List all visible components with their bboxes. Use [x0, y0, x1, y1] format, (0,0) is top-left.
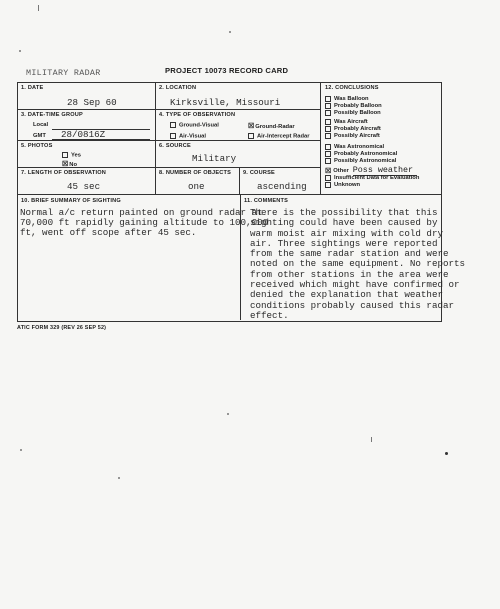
conclusion-was-balloon[interactable]: Was Balloon — [325, 95, 382, 102]
photos-yes[interactable]: Yes — [62, 152, 81, 159]
comments-line: from other stations in the area were — [250, 268, 449, 280]
summary-label: 10. BRIEF SUMMARY OF SIGHTING — [21, 198, 121, 204]
divider — [239, 167, 240, 194]
checkbox[interactable] — [325, 110, 331, 116]
checkbox-ground-visual[interactable] — [170, 122, 176, 128]
source-label: 6. SOURCE — [159, 143, 191, 149]
location-label: 2. LOCATION — [159, 85, 197, 91]
comments-line: from the same radar station and were — [250, 248, 449, 260]
checkbox[interactable] — [325, 103, 331, 109]
comments-line: air. Three sightings were reported — [250, 237, 438, 249]
objects-label: 8. NUMBER OF OBJECTS — [159, 170, 232, 176]
comments-line: sighting could have been caused by — [250, 217, 438, 229]
comments-line: There is the possibility that this — [250, 207, 438, 218]
divider — [320, 82, 321, 194]
conclusions-astro-group — [325, 143, 397, 164]
conclusions-other-group — [325, 167, 419, 188]
conclusion-possibly-balloon[interactable]: Possibly Balloon — [325, 109, 382, 116]
comments-line: noted on the same equipment. No reports — [250, 258, 466, 270]
checked-mark-icon: ☒ — [325, 167, 332, 175]
type-ground-visual[interactable]: Ground-Visual — [170, 122, 219, 129]
form-title: PROJECT 10073 RECORD CARD — [165, 66, 289, 75]
checkbox-air-intercept[interactable] — [248, 133, 254, 139]
checked-mark-icon: ☒ — [62, 161, 69, 168]
comments-text — [250, 208, 465, 321]
form-id: ATIC FORM 329 (REV 26 SEP 52) — [17, 325, 107, 331]
course-value: ascending — [257, 181, 307, 192]
checkbox[interactable] — [325, 158, 331, 164]
scan-speck — [20, 449, 22, 451]
gmt-value: 28/0816Z — [61, 129, 106, 140]
conclusion-was-aircraft[interactable]: Was Aircraft — [325, 118, 381, 125]
gmt-underline — [52, 139, 150, 140]
summary-line: Normal a/c return painted on ground radar at — [20, 207, 263, 218]
conclusions-aircraft-group — [325, 118, 381, 139]
scan-speck — [19, 50, 21, 52]
stamp-text: MILITARY RADAR — [26, 68, 101, 78]
objects-value: one — [188, 181, 205, 192]
comments-line: denied the explanation that weather — [250, 289, 443, 301]
conclusion-possibly-astronomical[interactable]: Possibly Astronomical — [325, 157, 397, 164]
scan-speck — [227, 413, 229, 415]
comments-line: effect. — [250, 309, 289, 321]
comments-label: 11. COMMENTS — [244, 198, 289, 204]
summary-line: ft, went off scope after 45 sec. — [20, 227, 197, 238]
summary-line: 70,000 ft rapidly gaining altitude to 100,000 — [20, 217, 269, 228]
date-label: 1. DATE — [21, 85, 44, 91]
divider — [155, 82, 156, 194]
checkbox[interactable] — [325, 133, 331, 139]
source-value: Military — [192, 153, 237, 164]
type-air-intercept[interactable]: Air-Intercept Radar — [248, 133, 310, 140]
length-label: 7. LENGTH OF OBSERVATION — [21, 170, 106, 176]
conclusion-probably-astronomical[interactable]: Probably Astronomical — [325, 150, 397, 157]
conclusion-unknown[interactable]: Unknown — [325, 181, 419, 188]
checkbox[interactable] — [325, 175, 331, 181]
other-value: Poss weather — [353, 165, 417, 176]
scan-speck — [38, 5, 39, 11]
divider — [17, 109, 320, 110]
comments-line: warm moist air mixing with cold dry — [250, 227, 443, 239]
divider — [17, 140, 320, 141]
scan-speck — [229, 31, 231, 33]
gmt-label: GMT — [33, 133, 46, 139]
checkbox[interactable] — [325, 151, 331, 157]
datetime-label: 3. DATE-TIME GROUP — [21, 112, 83, 118]
course-label: 9. COURSE — [243, 170, 275, 176]
checkbox-photos-yes[interactable] — [62, 152, 68, 158]
scan-speck — [118, 477, 120, 479]
conclusion-other[interactable]: ☒ Other Poss weather — [325, 167, 419, 174]
comments-line: received which might have confirmed or — [250, 279, 460, 291]
scan-speck — [371, 437, 372, 442]
location-value: Kirksville, Missouri — [170, 97, 281, 108]
conclusion-was-astronomical[interactable]: Was Astronomical — [325, 143, 397, 150]
checkbox[interactable] — [325, 96, 331, 102]
comments-line: conditions probably caused this radar — [250, 299, 454, 311]
conclusion-insufficient-data[interactable]: Insufficient Data for Evaluation — [325, 174, 419, 181]
length-value: 45 sec — [67, 181, 101, 192]
type-air-visual[interactable]: Air-Visual — [170, 133, 206, 140]
conclusions-balloon-group — [325, 95, 382, 116]
summary-text — [20, 208, 268, 238]
type-ground-radar[interactable]: ☒Ground-Radar — [248, 123, 295, 130]
local-label: Local — [33, 122, 49, 128]
conclusion-probably-balloon[interactable]: Probably Balloon — [325, 102, 382, 109]
photos-label: 5. PHOTOS — [21, 143, 53, 149]
divider — [17, 194, 441, 195]
date-value: 28 Sep 60 — [67, 97, 117, 108]
conclusion-probably-aircraft[interactable]: Probably Aircraft — [325, 125, 381, 132]
scan-speck — [445, 452, 448, 455]
type-label: 4. TYPE OF OBSERVATION — [159, 112, 236, 118]
checkbox[interactable] — [325, 144, 331, 150]
checkbox-air-visual[interactable] — [170, 133, 176, 139]
checkbox[interactable] — [325, 119, 331, 125]
checkbox[interactable] — [325, 126, 331, 132]
photos-no[interactable]: ☒No — [62, 161, 78, 168]
conclusions-label: 12. CONCLUSIONS — [325, 85, 379, 91]
conclusion-possibly-aircraft[interactable]: Possibly Aircraft — [325, 132, 381, 139]
checked-mark-icon: ☒ — [248, 123, 255, 130]
checkbox[interactable] — [325, 182, 331, 188]
